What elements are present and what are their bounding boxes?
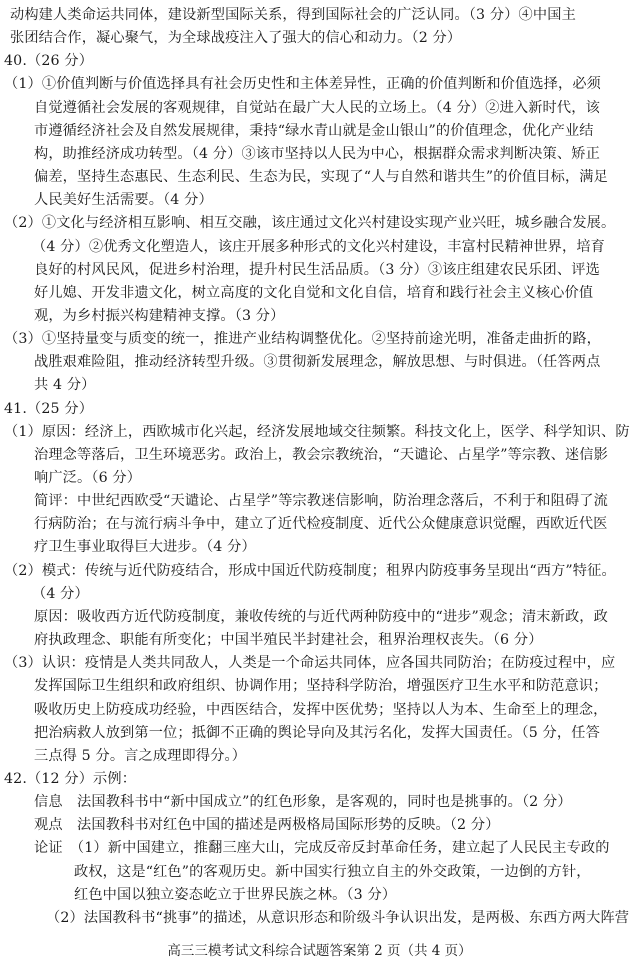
text-line: （1）①价值判断与价值选择具有社会历史性和主体差异性，正确的价值判断和价值选择，必须 [4, 76, 602, 93]
text-line: 发挥国际卫生组织和政府组织、协调作用；坚持科学防治，增强医疗卫生水平和防范意识； [34, 678, 608, 695]
text-line: 动构建人类命运共同体，建设新型国际关系，得到国际社会的广泛认同。（3 分）④中国主 [10, 7, 576, 23]
text-line: 观，为乡村振兴构建精神支撑。（3 分） [34, 307, 285, 324]
text-line: 张团结合作，凝心聚气，为全球战疫注入了强大的信心和动力。（2 分） [10, 30, 462, 47]
text-line: （4 分）②优秀文化塑造人，该庄开展多种形式的文化兴村建设，丰富村民精神世界，培育 [32, 238, 606, 255]
page-footer: 高三三模考试文科综合试题答案第 2 页（共 4 页） [167, 943, 472, 959]
text-line: 治理念等落后，卫生环境恶劣。政治上，教会宗教统治，“天谴论、占星学”等宗教、迷信影 [34, 446, 608, 463]
text-line: 信息 法国教科书中“新中国成立”的红色形象，是客观的，同时也是挑事的。（2 分） [34, 794, 572, 811]
text-line: 吸收历史上防疫成功经验，中西医结合，发挥中医优势；坚持以人为本、生命至上的理念， [34, 701, 608, 718]
text-line: 人民美好生活需要。（4 分） [34, 192, 213, 209]
question-heading-40: 40.（26 分） [4, 53, 94, 70]
text-line: 构，助推经济成功转型。（4 分）③该市坚持以人民为中心，根据群众需求判断决策、矫正 [34, 145, 600, 162]
text-line: 府执政理念、职能有所变化；中国半殖民半封建社会，租界治理权丧失。（6 分） [34, 632, 543, 649]
text-line: 把治病救人放到第一位；抵御不正确的舆论导向及其污名化，发挥大国责任。（5 分，任答 [34, 724, 600, 741]
text-line: 疗卫生事业取得巨大进步。（4 分） [34, 539, 256, 556]
text-line: 响广泛。（6 分） [34, 470, 142, 486]
text-line: （2）法国教科书“挑事”的描述，从意识形态和阶级斗争认识出发，是两极、东西方两大阵营 [46, 909, 630, 926]
text-line: （2）①文化与经济相互影响、相互交融，该庄通过文化兴村建设实现产业兴旺，城乡融合发展。 [4, 215, 616, 232]
text-line: 自觉遵循社会发展的客观规律，自觉站在最广大人民的立场上。（4 分）②进入新时代，该 [34, 99, 600, 116]
text-line: 战胜艰难险阻，推动经济转型升级。③贯彻新发展理念，解放思想、与时俱进。（任答两点 [34, 354, 601, 371]
text-line: 共 4 分） [34, 377, 96, 394]
text-line: 三点得 5 分。言之成理即得分。） [34, 747, 247, 764]
text-line: 行病防治；在与流行病斗争中，建立了近代检疫制度、近代公众健康意识觉醒，西欧近代医 [34, 516, 608, 533]
text-line: 原因：吸收西方近代防疫制度，兼收传统的与近代两种防疫中的“进步”观念；清末新政，政 [34, 608, 608, 625]
text-line: 市遵循经济社会及自然发展规律，秉持“绿水青山就是金山银山”的价值理念，优化产业结 [34, 122, 594, 139]
text-line: （1）原因：经济上，西欧城市化兴起，经济发展地域交往频繁。科技文化上，医学、科学知识、防 [4, 423, 630, 440]
text-line: 观点 法国教科书对红色中国的描述是两极格局国际形势的反映。（2 分） [34, 817, 500, 834]
text-line: 论证 （1）新中国建立，推翻三座大山，完成反帝反封革命任务，建立起了人民民主专政的 [34, 840, 610, 857]
text-line: 简评：中世纪西欧受“天谴论、占星学”等宗教迷信影响，防治理念落后，不利于和阻碍了流 [34, 493, 608, 510]
text-line: 红色中国以独立姿态屹立于世界民族之林。（3 分） [74, 886, 397, 903]
text-line: 良好的村风民风，促进乡村治理，提升村民生活品质。（3 分）③该庄组建农民乐团、评选 [34, 261, 600, 278]
text-line: （3）认识：疫情是人类共同敌人，人类是一个命运共同体，应各国共同防治；在防疫过程中，应 [4, 655, 616, 672]
text-line: （4 分） [32, 585, 89, 602]
text-line: （3）①坚持量变与质变的统一，推进产业结构调整优化。②坚持前途光明，准备走曲折的路， [4, 331, 602, 348]
question-heading-42: 42.（12 分）示例： [4, 770, 137, 787]
text-line: 偏差，坚持生态惠民、生态利民、生态为民，实现了“人与自然和谐共生”的价值目标，满足 [34, 169, 608, 186]
text-line: 好儿媳、开发非遗文化，树立高度的文化自觉和文化自信，培育和践行社会主义核心价值 [34, 284, 594, 301]
text-line: 政权，这是“红色”的客观历史。新中国实行独立自主的外交政策，一边倒的方针， [74, 863, 591, 880]
question-heading-41: 41.（25 分） [4, 400, 94, 417]
text-line: （2）模式：传统与近代防疫结合，形成中国近代防疫制度；租界内防疫事务呈现出“西方”特征。 [4, 562, 616, 579]
